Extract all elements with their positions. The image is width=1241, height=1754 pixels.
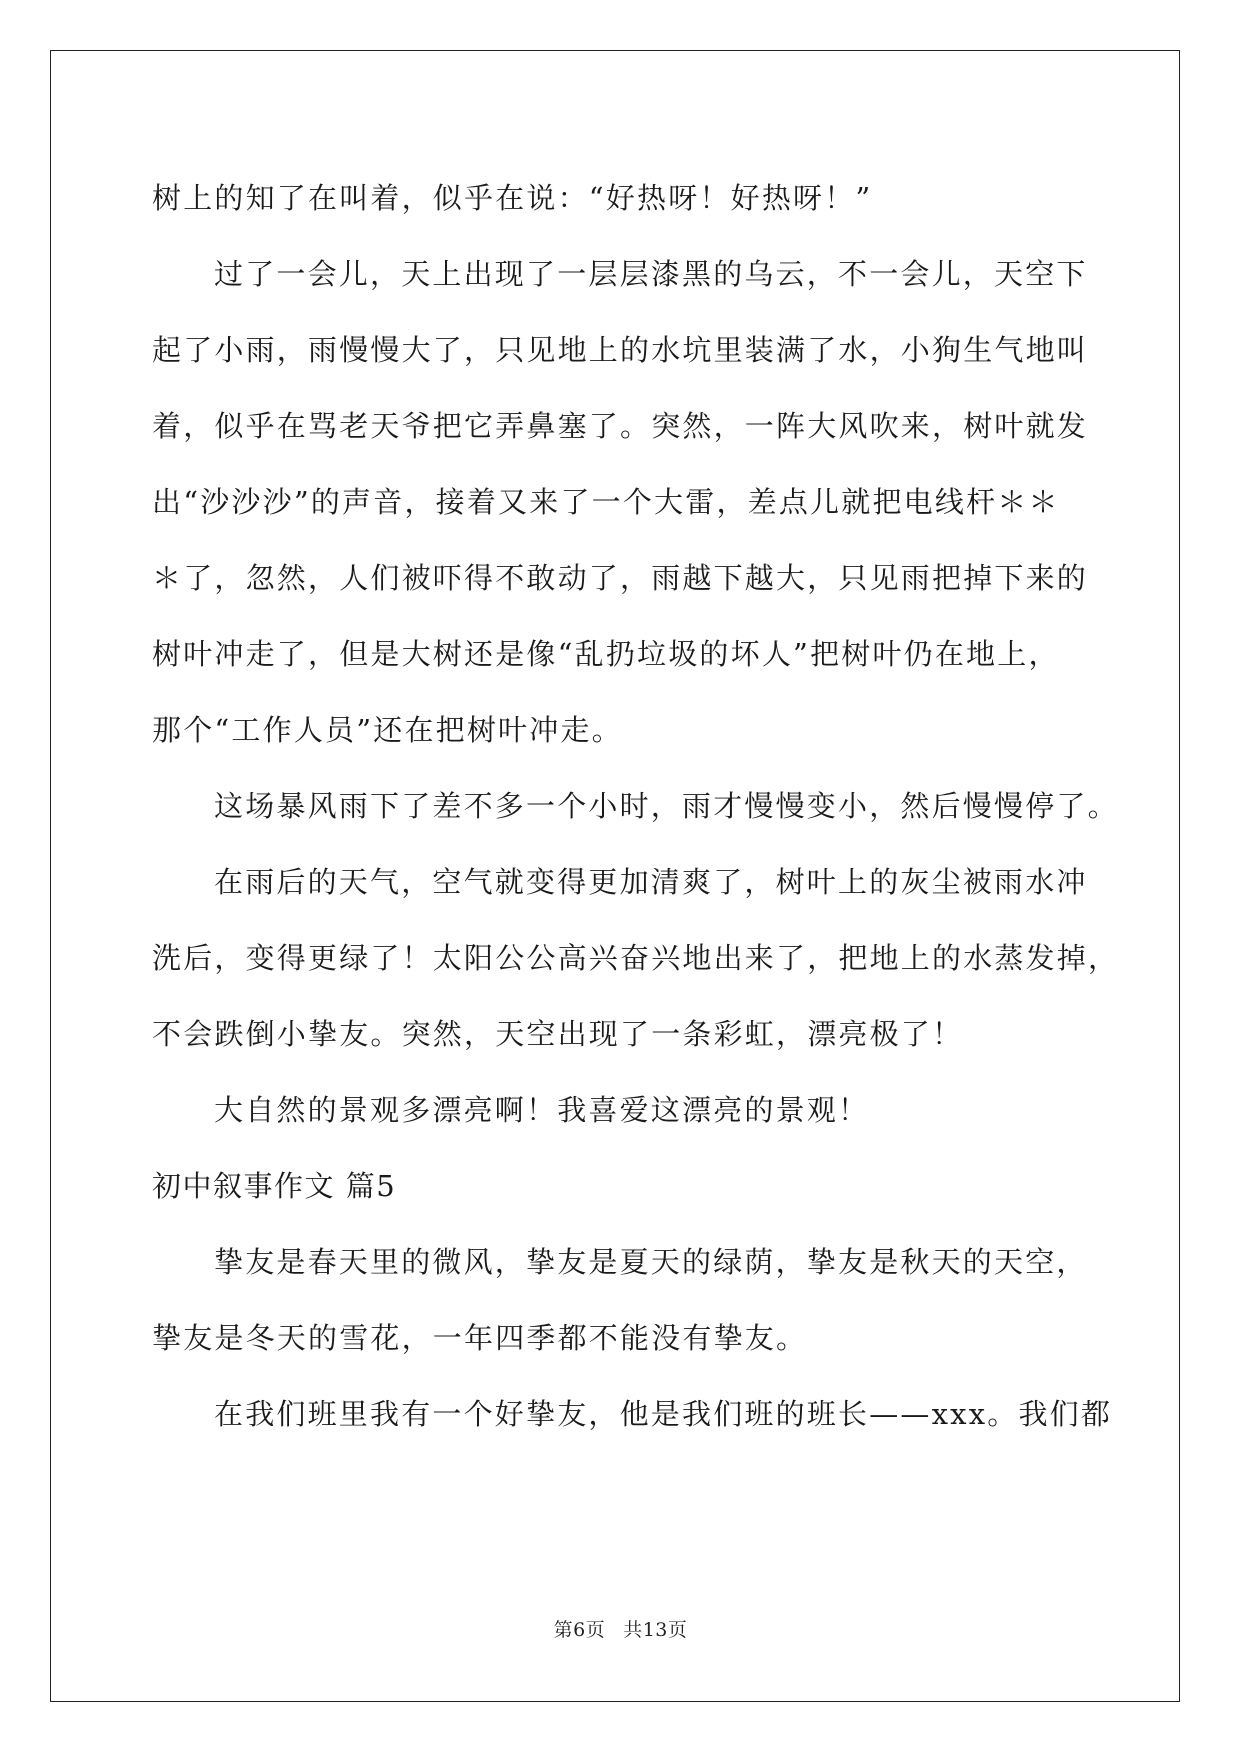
paragraph-line: 不会跌倒小挚友。突然，天空出现了一条彩虹，漂亮极了！ <box>152 1017 964 1051</box>
paragraph-line: 大自然的景观多漂亮啊！我喜爱这漂亮的景观！ <box>214 1093 870 1127</box>
paragraph-line: 在雨后的天气，空气就变得更加清爽了，树叶上的灰尘被雨水冲 <box>214 865 1088 899</box>
section-heading: 初中叙事作文 篇5 <box>152 1169 397 1203</box>
paragraph-line: 出“沙沙沙”的声音，接着又来了一个大雷，差点儿就把电线杆＊＊ <box>152 485 1060 519</box>
paragraph-line: 树上的知了在叫着，似乎在说：“好热呀！好热呀！” <box>152 181 873 215</box>
page-number: 第6页 <box>553 1619 606 1641</box>
paragraph-line: 洗后，变得更绿了！太阳公公高兴奋兴地出来了，把地上的水蒸发掉， <box>152 941 1120 975</box>
paragraph-line: 树叶冲走了，但是大树还是像“乱扔垃圾的坏人”把树叶仍在地上， <box>152 637 1060 671</box>
paragraph-line: ＊了，忽然，人们被吓得不敢动了，雨越下越大，只见雨把掉下来的 <box>152 561 1089 595</box>
page-footer <box>0 1615 1241 1642</box>
paragraph-line: 挚友是春天里的微风，挚友是夏天的绿荫，挚友是秋天的天空， <box>214 1245 1088 1279</box>
paragraph-line: 过了一会儿，天上出现了一层层漆黑的乌云，不一会儿，天空下 <box>214 257 1088 291</box>
paragraph-line: 起了小雨，雨慢慢大了，只见地上的水坑里装满了水，小狗生气地叫 <box>152 333 1089 367</box>
page-total: 共13页 <box>623 1619 688 1641</box>
paragraph-line: 在我们班里我有一个好挚友，他是我们班的班长——xxx。我们都 <box>214 1397 1113 1431</box>
document-body <box>152 160 1120 1452</box>
paragraph-line: 挚友是冬天的雪花，一年四季都不能没有挚友。 <box>152 1321 808 1355</box>
paragraph-line: 那个“工作人员”还在把树叶冲走。 <box>152 713 623 747</box>
paragraph-line: 这场暴风雨下了差不多一个小时，雨才慢慢变小，然后慢慢停了。 <box>214 789 1119 823</box>
paragraph-line: 着，似乎在骂老天爷把它弄鼻塞了。突然，一阵大风吹来，树叶就发 <box>152 409 1089 443</box>
